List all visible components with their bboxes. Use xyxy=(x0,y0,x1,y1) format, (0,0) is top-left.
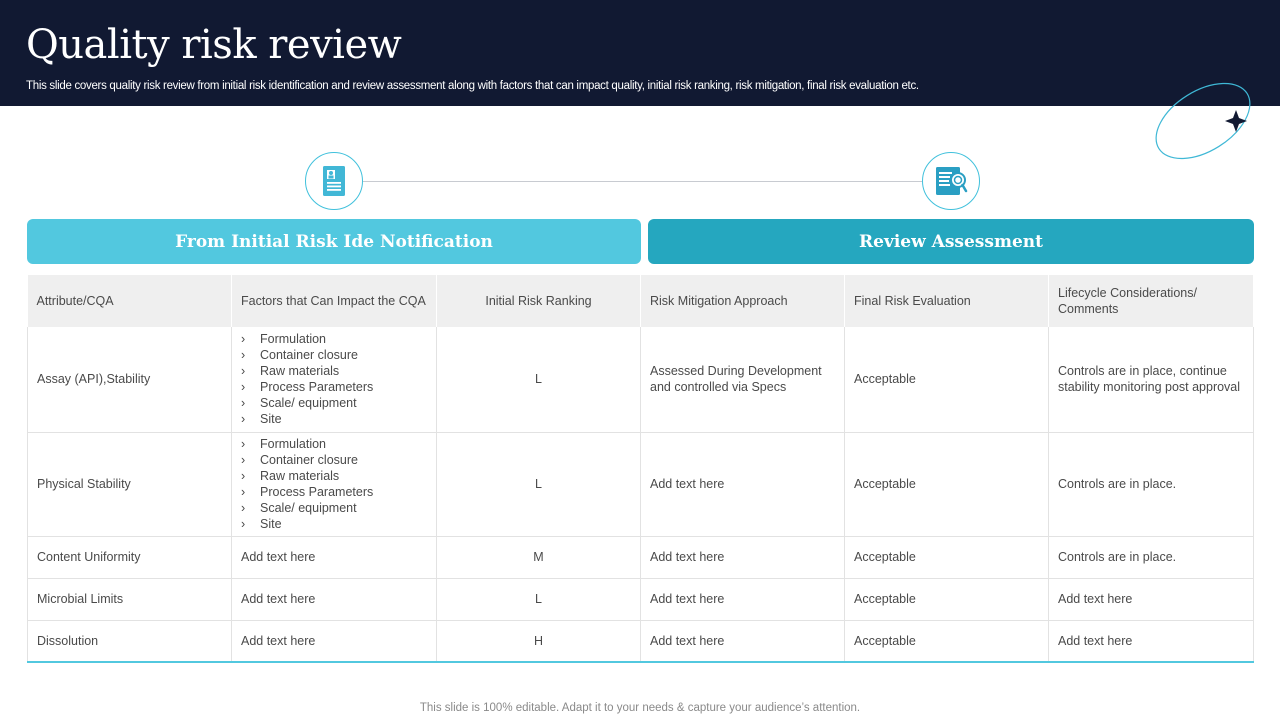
cell-comments: Controls are in place. xyxy=(1049,432,1254,536)
factors-list xyxy=(241,331,427,427)
header-ranking: Initial Risk Ranking xyxy=(437,275,641,327)
cell-mitigation: Add text here xyxy=(641,578,845,620)
cell-factors xyxy=(232,327,437,432)
cell-factors xyxy=(232,432,437,536)
cell-evaluation: Acceptable xyxy=(845,620,1049,662)
table-row xyxy=(28,578,1254,620)
cell-comments: Add text here xyxy=(1049,620,1254,662)
header-comments: Lifecycle Considerations/ Comments xyxy=(1049,275,1254,327)
header-attribute: Attribute/CQA xyxy=(28,275,232,327)
header-bar xyxy=(0,0,1280,106)
page-subtitle: This slide covers quality risk review from initial risk identification and review assessment along with factors that can impact quality, initial risk ranking, risk mitigation, final risk evaluation etc. xyxy=(26,80,919,92)
table-row xyxy=(28,432,1254,536)
risk-table xyxy=(27,275,1254,663)
cell-attribute: Microbial Limits xyxy=(28,578,232,620)
table-row xyxy=(28,536,1254,578)
cell-ranking: M xyxy=(437,536,641,578)
banner-review-assessment: Review Assessment xyxy=(648,219,1254,264)
cell-evaluation: Acceptable xyxy=(845,536,1049,578)
cell-attribute: Assay (API),Stability xyxy=(28,327,232,432)
list-item: › Formulation xyxy=(241,436,427,452)
cell-factors: Add text here xyxy=(232,620,437,662)
list-item: › Process Parameters xyxy=(241,379,427,395)
table-header-row xyxy=(28,275,1254,327)
factors-list xyxy=(241,436,427,532)
table-row xyxy=(28,327,1254,432)
cell-comments: Controls are in place. xyxy=(1049,536,1254,578)
cell-mitigation: Add text here xyxy=(641,620,845,662)
list-item: › Container closure xyxy=(241,347,427,363)
cell-mitigation: Assessed During Development and controlled via Specs xyxy=(641,327,845,432)
list-item: › Raw materials xyxy=(241,468,427,484)
cell-factors: Add text here xyxy=(232,578,437,620)
header-mitigation: Risk Mitigation Approach xyxy=(641,275,845,327)
list-item: › Formulation xyxy=(241,331,427,347)
cell-attribute: Dissolution xyxy=(28,620,232,662)
cell-evaluation: Acceptable xyxy=(845,578,1049,620)
cell-factors: Add text here xyxy=(232,536,437,578)
footer-note: This slide is 100% editable. Adapt it to your needs & capture your audience’s attention. xyxy=(419,702,861,714)
list-item: › Process Parameters xyxy=(241,484,427,500)
list-item: › Raw materials xyxy=(241,363,427,379)
cell-ranking: L xyxy=(437,432,641,536)
header-evaluation: Final Risk Evaluation xyxy=(845,275,1049,327)
cell-evaluation: Acceptable xyxy=(845,432,1049,536)
cell-comments: Add text here xyxy=(1049,578,1254,620)
header-factors: Factors that Can Impact the CQA xyxy=(232,275,437,327)
cell-mitigation: Add text here xyxy=(641,536,845,578)
document-profile-icon xyxy=(305,152,363,210)
banner-initial-risk: From Initial Risk Ide Notification xyxy=(27,219,641,264)
list-item: › Scale/ equipment xyxy=(241,500,427,516)
list-item: › Scale/ equipment xyxy=(241,395,427,411)
table-row xyxy=(28,620,1254,662)
orbit-star-icon xyxy=(1148,78,1258,164)
connector-line xyxy=(362,181,924,182)
cell-evaluation: Acceptable xyxy=(845,327,1049,432)
cell-attribute: Content Uniformity xyxy=(28,536,232,578)
list-item: › Site xyxy=(241,516,427,532)
cell-ranking: L xyxy=(437,578,641,620)
list-item: › Site xyxy=(241,411,427,427)
page-title: Quality risk review xyxy=(26,22,402,68)
cell-ranking: H xyxy=(437,620,641,662)
cell-comments: Controls are in place, continue stability monitoring post approval xyxy=(1049,327,1254,432)
cell-attribute: Physical Stability xyxy=(28,432,232,536)
list-item: › Container closure xyxy=(241,452,427,468)
certificate-magnifier-icon xyxy=(922,152,980,210)
cell-mitigation: Add text here xyxy=(641,432,845,536)
cell-ranking: L xyxy=(437,327,641,432)
